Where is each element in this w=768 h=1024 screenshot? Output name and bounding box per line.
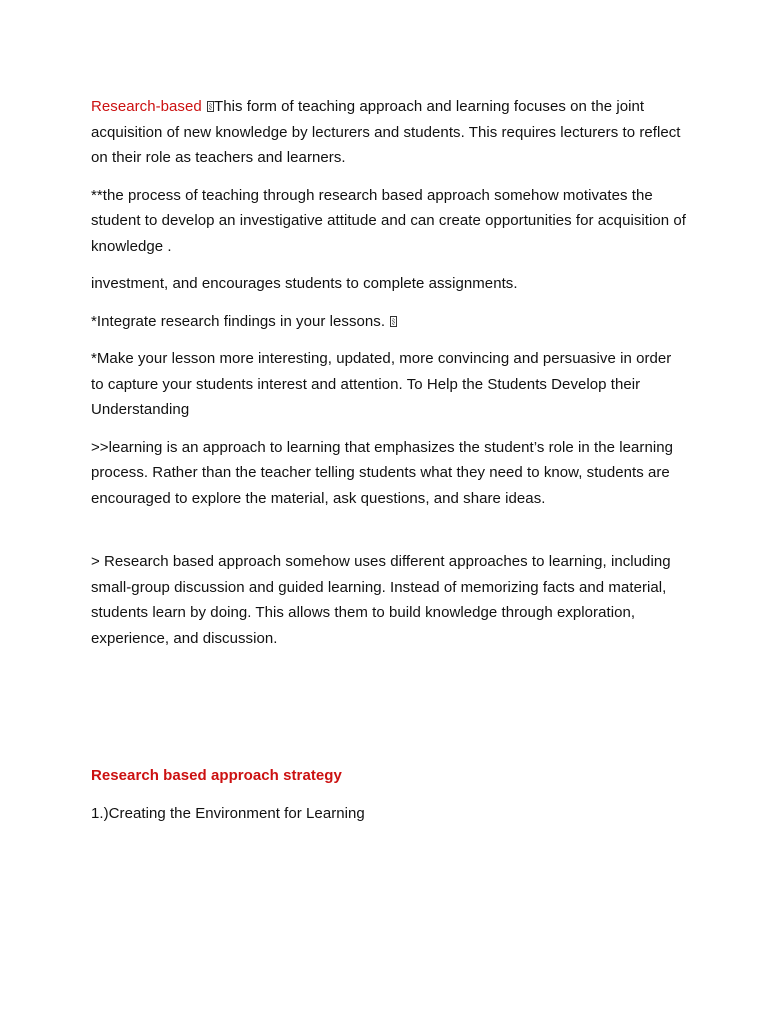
list-item-1: 1.)Creating the Environment for Learning [91,804,365,822]
paragraph-process: **the process of teaching through research based approach somehow motivates the student to develop an investigative attitude and can create opportunities for acquisition of knowledge . [91,186,686,255]
missing-glyph-icon [207,101,214,112]
paragraph-integrate [91,309,688,335]
paragraph-learning: >>learning is an approach to learning that emphasizes the student’s role in the learning process. Rather than the teacher telling students what they need to know, students are encouraged to explore the material, ask questions, and share ideas. [91,438,674,507]
research-based-label: Research-based [91,98,202,115]
section-heading: Research based approach strategy [91,767,342,784]
intro-text: This form of teaching approach and learning focuses on the joint acquisition of new knowledge by lecturers and students. This requires lecturers to reflect on their role as teachers and learners. [91,98,681,166]
paragraph-investment: investment, and encourages students to complete assignments. [91,275,518,292]
missing-glyph-icon [390,316,397,327]
intro-paragraph [91,94,688,171]
paragraph-make-lesson: *Make your lesson more interesting, updated, more convincing and persuasive in order to capture your students interest and attention. To Help the Students Develop their Understanding [91,350,672,418]
integrate-text: *Integrate research findings in your lessons. [91,312,386,330]
paragraph-approaches: > Research based approach somehow uses different approaches to learning, including small-group discussion and guided learning. Instead of memorizing facts and material, students learn by doing. This allows them to build knowledge through exploration, experience, and discussion. [91,553,671,647]
